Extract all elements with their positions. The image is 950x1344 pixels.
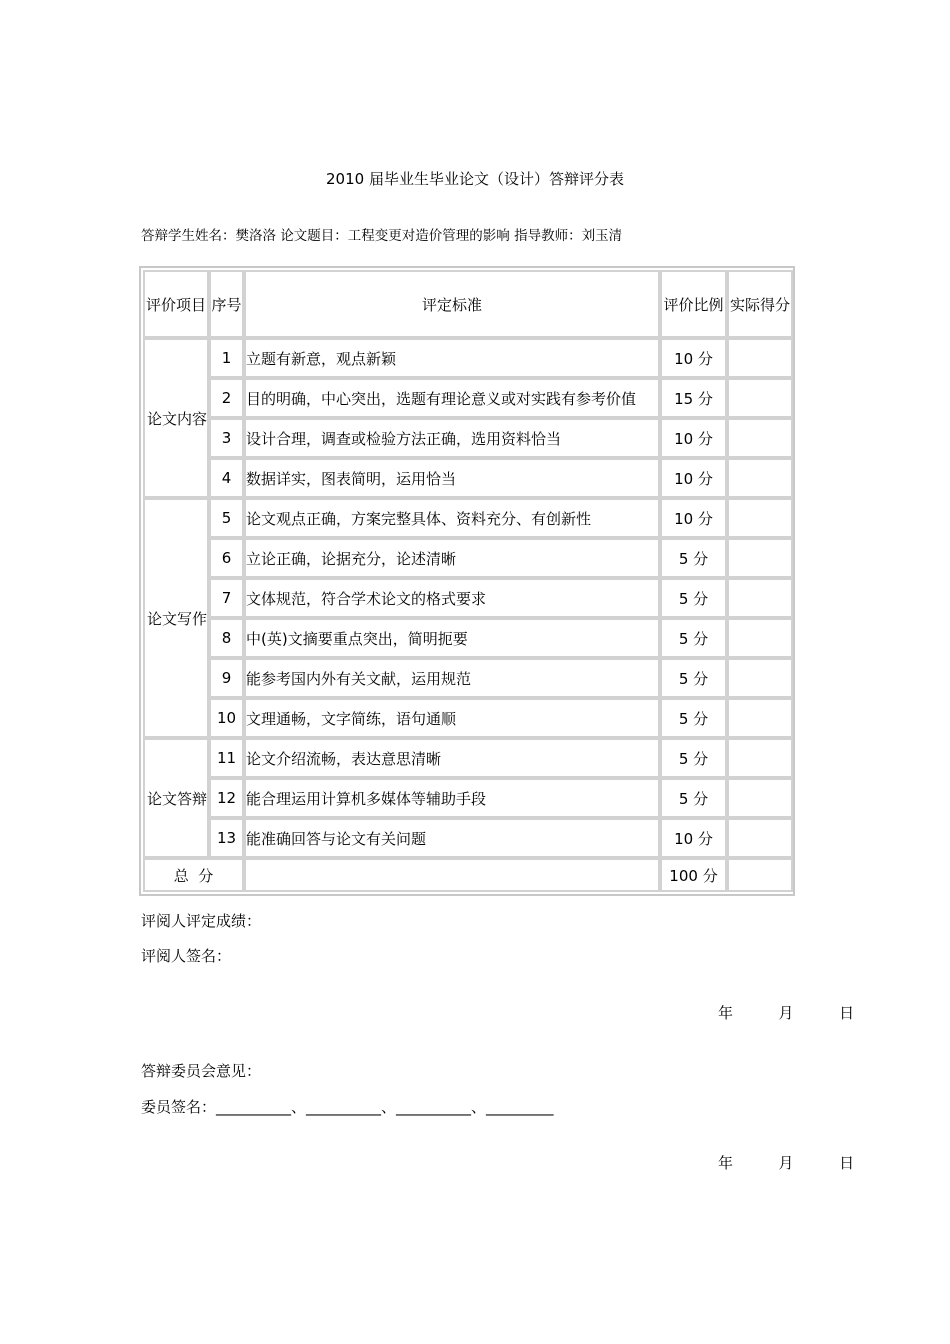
committee-date: 年 月 日 xyxy=(718,1154,855,1172)
row-score-cell[interactable] xyxy=(727,538,793,578)
document-title: 2010 届毕业生毕业论文（设计）答辩评分表 xyxy=(326,170,624,188)
row-criterion: 论文介绍流畅，表达意思清晰 xyxy=(244,738,660,778)
row-criterion: 设计合理，调查或检验方法正确，选用资料恰当 xyxy=(244,418,660,458)
category-writing: 论文写作 xyxy=(143,498,209,738)
row-score-cell[interactable] xyxy=(727,338,793,378)
reviewer-date: 年 月 日 xyxy=(718,1004,855,1022)
category-content: 论文内容 xyxy=(143,338,209,498)
row-number: 3 xyxy=(209,418,244,458)
member-signature-line: 委员签名：__________、__________、__________、_________ xyxy=(141,1098,554,1116)
row-number: 5 xyxy=(209,498,244,538)
row-ratio: 5 分 xyxy=(660,658,727,698)
reviewer-signature-label: 评阅人签名： xyxy=(141,947,232,965)
row-ratio: 10 分 xyxy=(660,338,727,378)
row-ratio: 10 分 xyxy=(660,418,727,458)
row-number: 4 xyxy=(209,458,244,498)
row-score-cell[interactable] xyxy=(727,498,793,538)
row-number: 10 xyxy=(209,698,244,738)
row-number: 2 xyxy=(209,378,244,418)
row-criterion: 文理通畅，文字简练，语句通顺 xyxy=(244,698,660,738)
row-ratio: 5 分 xyxy=(660,578,727,618)
score-table xyxy=(139,266,795,896)
row-score-cell[interactable] xyxy=(727,618,793,658)
row-number: 11 xyxy=(209,738,244,778)
row-score-cell[interactable] xyxy=(727,578,793,618)
row-score-cell[interactable] xyxy=(727,698,793,738)
row-number: 1 xyxy=(209,338,244,378)
row-score-cell[interactable] xyxy=(727,458,793,498)
header-criterion: 评定标准 xyxy=(244,270,660,338)
row-score-cell[interactable] xyxy=(727,738,793,778)
row-ratio: 5 分 xyxy=(660,778,727,818)
row-criterion: 论文观点正确，方案完整具体、资料充分、有创新性 xyxy=(244,498,660,538)
row-ratio: 10 分 xyxy=(660,818,727,858)
row-criterion: 立题有新意，观点新颖 xyxy=(244,338,660,378)
header-number: 序号 xyxy=(209,270,244,338)
row-number: 9 xyxy=(209,658,244,698)
header-category: 评价项目 xyxy=(143,270,209,338)
row-number: 7 xyxy=(209,578,244,618)
row-number: 6 xyxy=(209,538,244,578)
row-criterion: 能参考国内外有关文献，运用规范 xyxy=(244,658,660,698)
header-ratio: 评价比例 xyxy=(660,270,727,338)
row-criterion: 立论正确，论据充分，论述清晰 xyxy=(244,538,660,578)
row-score-cell[interactable] xyxy=(727,818,793,858)
total-score-cell[interactable] xyxy=(727,858,793,892)
row-number: 12 xyxy=(209,778,244,818)
row-ratio: 10 分 xyxy=(660,458,727,498)
row-ratio: 10 分 xyxy=(660,498,727,538)
row-criterion: 数据详实，图表简明，运用恰当 xyxy=(244,458,660,498)
total-criterion-cell xyxy=(244,858,660,892)
header-score: 实际得分 xyxy=(727,270,793,338)
category-defense: 论文答辩 xyxy=(143,738,209,858)
row-score-cell[interactable] xyxy=(727,378,793,418)
row-ratio: 5 分 xyxy=(660,538,727,578)
row-number: 13 xyxy=(209,818,244,858)
row-score-cell[interactable] xyxy=(727,778,793,818)
reviewer-grade-label: 评阅人评定成绩： xyxy=(141,912,262,930)
row-criterion: 能合理运用计算机多媒体等辅助手段 xyxy=(244,778,660,818)
row-criterion: 目的明确，中心突出，选题有理论意义或对实践有参考价值 xyxy=(244,378,660,418)
row-score-cell[interactable] xyxy=(727,658,793,698)
row-score-cell[interactable] xyxy=(727,418,793,458)
row-ratio: 5 分 xyxy=(660,698,727,738)
row-criterion: 文体规范，符合学术论文的格式要求 xyxy=(244,578,660,618)
row-criterion: 能准确回答与论文有关问题 xyxy=(244,818,660,858)
row-number: 8 xyxy=(209,618,244,658)
total-ratio: 100 分 xyxy=(660,858,727,892)
row-ratio: 5 分 xyxy=(660,618,727,658)
total-label: 总 分 xyxy=(143,858,244,892)
student-info-line: 答辩学生姓名：樊洛洛 论文题目：工程变更对造价管理的影响 指导教师：刘玉清 xyxy=(141,228,623,244)
row-criterion: 中(英)文摘要重点突出，简明扼要 xyxy=(244,618,660,658)
row-ratio: 15 分 xyxy=(660,378,727,418)
committee-opinion-label: 答辩委员会意见： xyxy=(141,1062,262,1080)
row-ratio: 5 分 xyxy=(660,738,727,778)
